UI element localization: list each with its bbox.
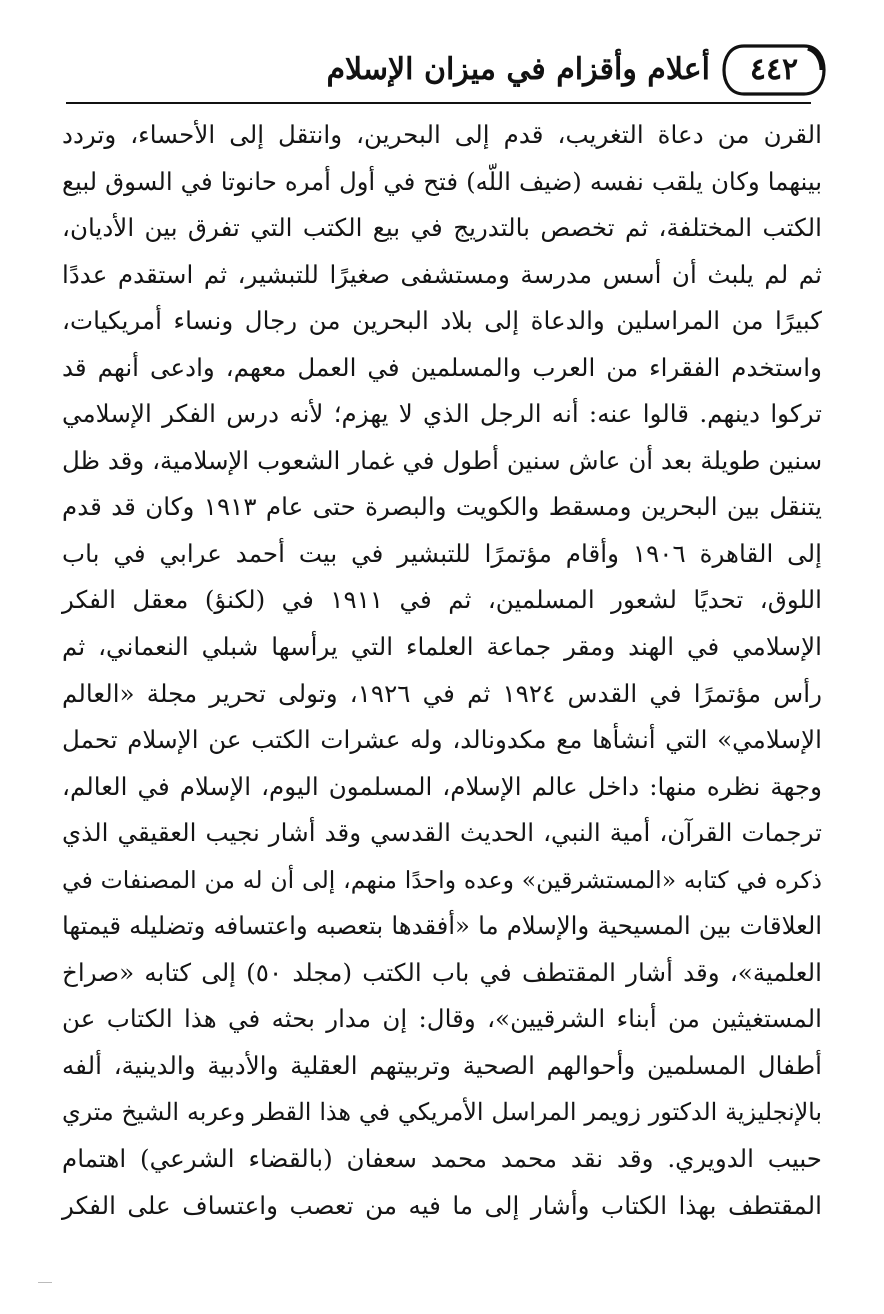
page-number-badge (722, 42, 826, 98)
header-divider (66, 102, 811, 104)
text-line: ذكره في كتابه «المستشرقين» وعده واحدًا منهم، إلى أن له من المصنفات في (62, 865, 822, 894)
page-edge-mark (38, 1282, 52, 1283)
text-line: المستغيثين من أبناء الشرقيين»، وقال: إن مدار بحثه في هذا الكتاب عن (62, 1004, 822, 1034)
running-header (66, 38, 826, 100)
text-line: ثم لم يلبث أن أسس مدرسة ومستشفى صغيرًا للتبشير، ثم استقدم عددًا (62, 259, 822, 289)
text-line: إلى القاهرة ١٩٠٦ وأقام مؤتمرًا للتبشير في بيت أحمد عرابي في باب (62, 538, 822, 568)
text-line: الإسلامي» التي أنشأها مع مكدونالد، وله عشرات الكتب عن الإسلام تحمل (62, 725, 822, 755)
text-line: العلمية»، وقد أشار المقتطف في باب الكتب (مجلد ٥٠) إلى كتابه «صراخ (62, 957, 822, 987)
text-line: القرن من دعاة التغريب، قدم إلى البحرين، وانتقل إلى الأحساء، وتردد (62, 120, 822, 149)
text-line: وجهة نظره منها: داخل عالم الإسلام، المسلمون اليوم، الإسلام في العالم، (62, 771, 822, 801)
text-line: يتنقل بين البحرين ومسقط والكويت والبصرة حتى عام ١٩١٣ وكان قد قدم (62, 492, 822, 522)
text-line: المقتطف بهذا الكتاب وأشار إلى ما فيه من تعصب واعتساف على الفكر (62, 1190, 822, 1220)
page-number: ٤٤٢ (749, 52, 799, 87)
text-line: واستخدم الفقراء من العرب والمسلمين في العمل معهم، وادعى أنهم قد (62, 352, 822, 382)
text-line: بالإنجليزية الدكتور زويمر المراسل الأمريكي في هذا القطر وعربه الشيخ متري (62, 1098, 822, 1127)
text-line: بينهما وكان يلقب نفسه (ضيف اللّه) فتح في أول أمره حانوتا في السوق لبيع (62, 166, 822, 196)
text-line: الإسلامي في الهند ومقر جماعة العلماء التي يرأسها شبلي النعماني، ثم (62, 632, 822, 662)
text-line: تركوا دينهم. قالوا عنه: أنه الرجل الذي لا يهزم؛ لأنه درس الفكر الإسلامي (62, 399, 822, 429)
text-line: العلاقات بين المسيحية والإسلام ما «أفقدها بتعصبه واعتسافه وتضليله قيمتها (62, 911, 822, 941)
book-title: أعلام وأقزام في ميزان الإسلام (326, 52, 710, 87)
text-line: رأس مؤتمرًا في القدس ١٩٢٤ ثم في ١٩٢٦، وتولى تحرير مجلة «العالم (62, 678, 822, 708)
text-line: حبيب الدويري. وقد نقد محمد محمد سعفان (بالقضاء الشرعي) اهتمام (62, 1144, 822, 1174)
text-line: الكتب المختلفة، ثم تخصص بالتدريج في بيع الكتب التي تفرق بين الأديان، (62, 213, 822, 243)
text-line: كبيرًا من المراسلين والدعاة إلى بلاد البحرين من رجال ونساء أمريكيات، (62, 306, 822, 336)
text-line: اللوق، تحديًا لشعور المسلمين، ثم في ١٩١١ في (لكنؤ) معقل الفكر (62, 585, 822, 615)
text-line: ترجمات القرآن، أمية النبي، الحديث القدسي وقد أشار نجيب العقيقي الذي (62, 818, 822, 848)
text-line: سنين طويلة بعد أن عاش سنين أطول في غمار الشعوب الإسلامية، وقد ظل (62, 445, 822, 475)
body-text (62, 112, 822, 1229)
text-line: أطفال المسلمين وأحوالهم الصحية وتربيتهم العقلية والأدبية والدينية، ألفه (62, 1050, 822, 1080)
